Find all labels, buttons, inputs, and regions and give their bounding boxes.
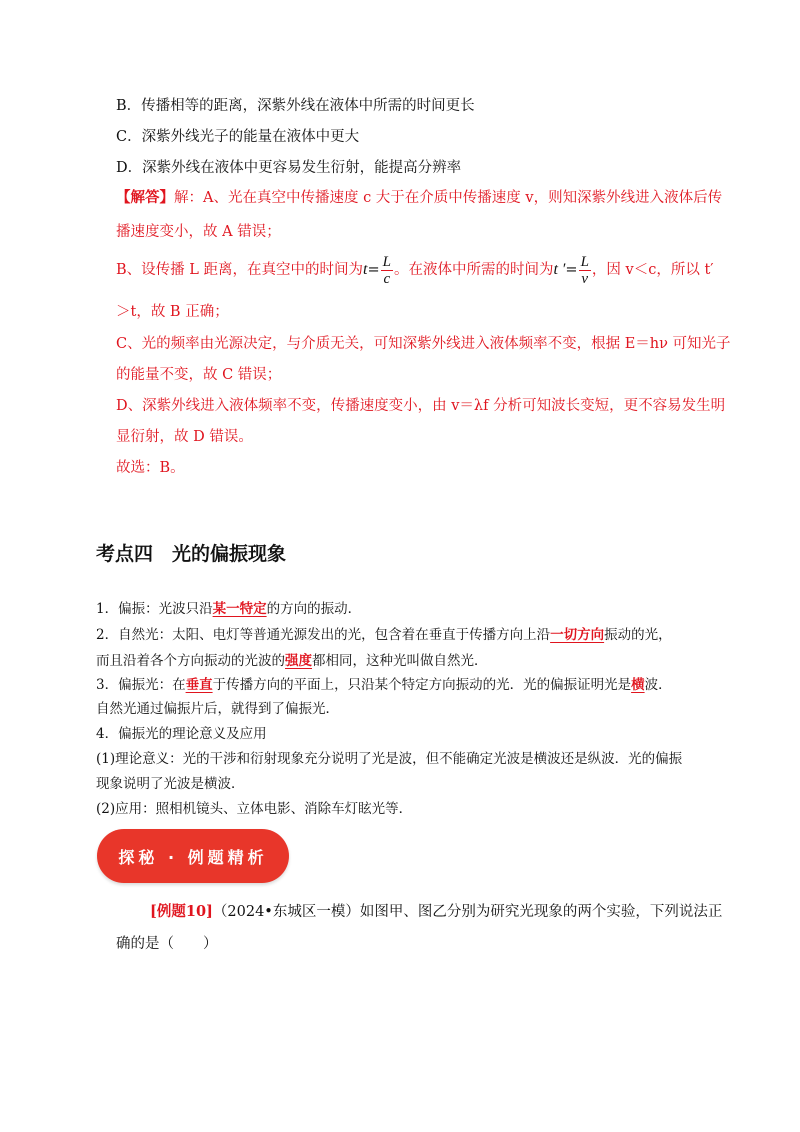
point-4: 4．偏振光的理论意义及应用	[96, 726, 267, 742]
answer-a-text: 解：A、光在真空中传播速度 c 大于在介质中传播速度 v，则知深紫外线进入液体后传	[174, 190, 723, 206]
point-6: (2)应用：照相机镜头、立体电影、消除车灯眩光等．	[96, 801, 413, 817]
option-d: D．深紫外线在液体中更容易发生衍射，能提高分辨率	[116, 160, 462, 176]
banner-text: 探秘 · 例题精析	[118, 847, 268, 867]
example-label: [例题10]	[150, 903, 213, 920]
answer-b-line2: ＞t，故 B 正确；	[116, 304, 229, 320]
point-text: 的方向的振动．	[266, 601, 362, 617]
option-c: C．深紫外线光子的能量在液体中更大	[116, 129, 360, 145]
fraction-l-over-v	[579, 254, 591, 287]
key-term: 垂直	[185, 677, 213, 693]
answer-b-line1	[116, 252, 714, 288]
point-5b: 现象说明了光波是横波．	[96, 776, 245, 792]
point-2b	[96, 651, 488, 671]
key-term: 某一特定	[212, 601, 267, 617]
answer-c-line2: 的能量不变，故 C 错误；	[116, 367, 282, 383]
key-term: 一切方向	[550, 627, 605, 643]
fraction-numerator: L	[382, 253, 391, 270]
key-term: 横	[631, 677, 645, 693]
point-5a: (1)理论意义：光的干涉和衍射现象充分说明了光是波，但不能确定光波是横波还是纵波．光的偏振	[96, 751, 683, 767]
point-text: 于传播方向的平面上，只沿某个特定方向振动的光．光的偏振证明光是	[212, 677, 632, 693]
formula-eq1: =	[367, 262, 380, 278]
example-banner	[97, 829, 289, 883]
point-2	[96, 625, 672, 645]
point-1	[96, 599, 361, 619]
point-text: 3．偏振光：在	[96, 677, 186, 693]
example-line2: 确的是（ ）	[116, 936, 218, 952]
fraction-denominator: c	[383, 270, 391, 287]
example-line1	[150, 902, 722, 922]
formula-eq2: =	[565, 262, 578, 278]
answer-b-post: ，因 v＜c，所以 t′	[591, 262, 714, 278]
point-3b: 自然光通过偏振片后，就得到了偏振光．	[96, 701, 339, 717]
point-text: 都相同，这种光叫做自然光．	[312, 653, 488, 669]
answer-b-mid: 。在液体中所需的时间为	[393, 262, 554, 278]
fraction-numerator: L	[580, 253, 589, 270]
answer-b-pre: B、设传播 L 距离，在真空中的时间为	[116, 262, 364, 278]
point-text: 波．	[644, 677, 672, 693]
point-text: 而且沿着各个方向振动的光波的	[96, 653, 285, 669]
option-b: B．传播相等的距离，深紫外线在液体中所需的时间更长	[116, 98, 475, 114]
example-text: （2024•东城区一模）如图甲、图乙分别为研究光现象的两个实验，下列说法正	[212, 904, 723, 920]
key-term: 强度	[285, 653, 312, 669]
formula-t-prime: t ′	[553, 261, 566, 278]
point-text: 2．自然光：太阳、电灯等普通光源发出的光，包含着在垂直于传播方向上沿	[96, 627, 551, 643]
fraction-denominator: v	[581, 270, 589, 287]
formula-t: t	[363, 261, 368, 278]
answer-label: 【解答】	[116, 189, 174, 206]
point-text: 振动的光，	[604, 627, 672, 643]
answer-d-line1: D、深紫外线进入液体频率不变，传播速度变小，由 v＝λf 分析可知波长变短，更不容易发生明	[116, 398, 726, 414]
fraction-l-over-c	[381, 254, 393, 287]
section-title: 考点四 光的偏振现象	[96, 543, 287, 565]
answer-c-line1: C、光的频率由光源决定，与介质无关，可知深紫外线进入液体频率不变，根据 E＝hν 可知光子	[116, 336, 731, 352]
answer-a-line1	[116, 188, 722, 208]
point-3	[96, 675, 672, 695]
answer-choice: 故选：B。	[116, 460, 185, 476]
answer-d-line2: 显衍射，故 D 错误。	[116, 429, 253, 445]
answer-a-line2: 播速度变小，故 A 错误；	[116, 224, 281, 240]
point-text: 1．偏振：光波只沿	[96, 601, 213, 617]
